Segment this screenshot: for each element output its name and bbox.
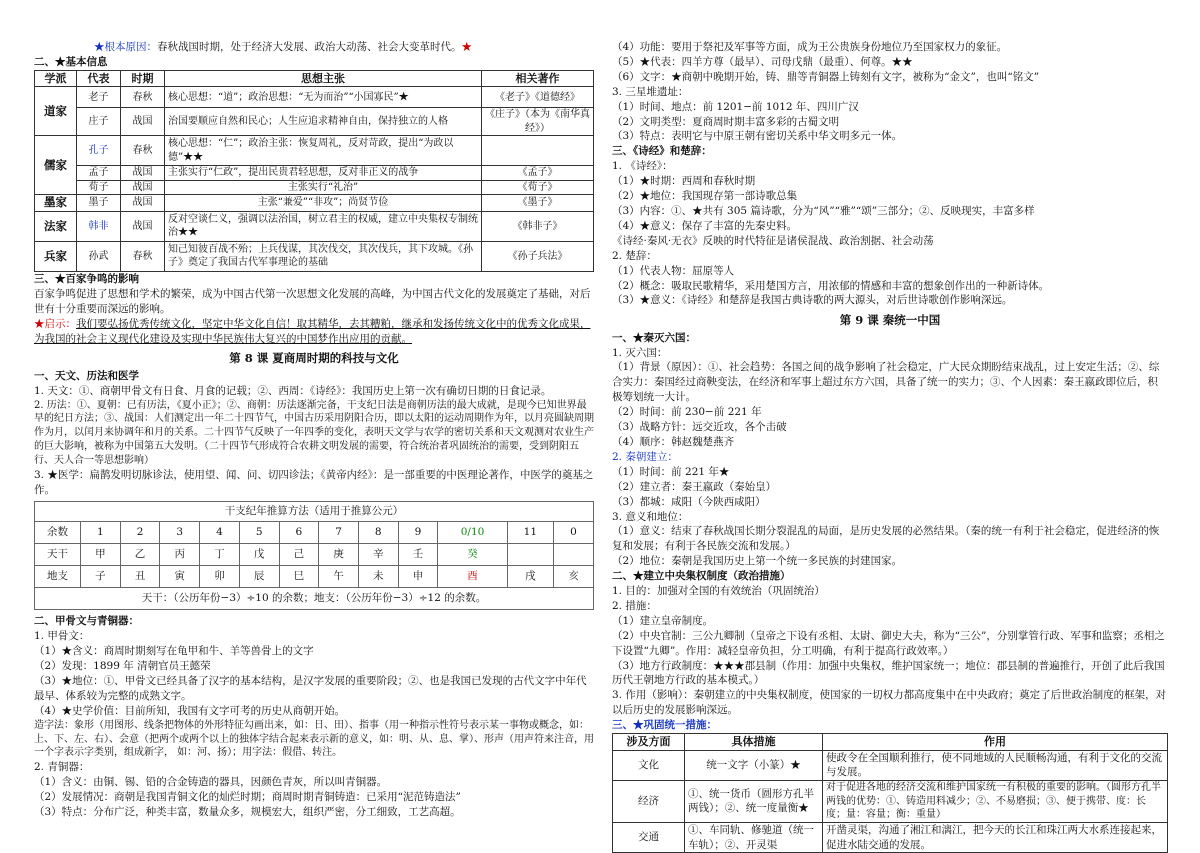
lesson9-title: 第 9 课 秦统一中国 (839, 313, 941, 328)
effect: 对于促进各地的经济交流和维护国家统一有积极的重要的影响。（圆形方孔半两钱的优势：①、铸造用料减少；②、不易磨损；③、便于携带、度：长度；量：容量；衡：重量） (823, 781, 1168, 823)
representative: 荀子 (77, 180, 121, 195)
dizhi-cell: 卯 (200, 566, 240, 588)
empty-cell (507, 544, 553, 566)
shijing-line: （1）★时期：西周和春秋时期 (612, 175, 756, 188)
idea: 治国要顺应自然和民心；人生应追求精神自由，保持独立的人格 (165, 108, 482, 136)
work: 《荀子》 (482, 180, 594, 195)
oracle-heading: 1. 甲骨文： (34, 630, 90, 643)
dizhi-cell: 亥 (553, 566, 593, 588)
root-cause-label: ★根本原因： (94, 41, 157, 53)
qin2-line: （3）地方行政制度：★★★郡县制（作用：加强中央集权，维护国家统一；地位：郡县制的普遍推行，开创了此后我国历代王朝地方行政的基本模式。） (612, 659, 1165, 687)
qin2-line: 1. 目的：加强对全国的有效统治（巩固统治） (612, 585, 825, 598)
qin-sig-line: （1）意义：结束了春秋战国长期分裂混乱的局面，是历史发展的必然结果。（秦的统一有利于社会稳定，促进经济的恢复和发展；有利于各民族交流和发展。） (612, 525, 1160, 553)
dizhi-cell: 巳 (279, 566, 319, 588)
sanxingdui-line: （3）特点：表明它与中原王朝有密切关系中华文明多元一体。 (612, 130, 903, 143)
bronze-line: （1）含义：由铜、锡、铅的合金铸造的器具，因颜色青灰，所以叫青铜器。 (34, 776, 388, 789)
remainder-row (35, 522, 594, 544)
table-row (35, 241, 594, 271)
qin3-heading: 三、★巩固统一措施： (612, 719, 717, 732)
tiangan-cell: 乙 (120, 544, 160, 566)
qin-est-heading: 2. 秦朝建立： (612, 450, 678, 463)
col-header: 涉及方面 (613, 734, 685, 751)
aspect: 交通 (613, 822, 685, 852)
lesson8-title: 第 8 课 夏商周时期的科技与文化 (229, 351, 399, 366)
ganzhi-caption: 干支纪年推算方法（适用于推算公元） (35, 502, 594, 522)
school-name: 道家 (35, 87, 77, 136)
representative: 庄子 (77, 108, 121, 136)
calendar-text: 2. 历法：①、夏朝：已有历法，《夏小正》；②、商朝：历法逐渐完备，干支纪日法是商朝历法的最大成就，是现今已知世界最早的纪日方法；③、战国：人们测定出一年二十四节气，中国古历采用阴阳合历，即以太阳的运动周期作为年，以月亮圆缺周期作为月，以闰月来协调年和月的关系。二十四节气反映了一年四季的变化，表明天文学与农学的密切关系和天文观测对农业生产的巨大影响，被称为中国第五大发明。（二十四节气形成符合农耕文明发展的需要，符合统治者巩固统治的需要，受到阴阳五行、天人合一等思想影响） (34, 399, 594, 466)
school-name: 兵家 (35, 241, 77, 271)
tiangan-cell: 戊 (239, 544, 279, 566)
table-row (35, 211, 594, 241)
empty-cell (553, 544, 593, 566)
dizhi-cell: 酉 (438, 566, 507, 588)
idea: 主张“兼爱”“非攻”；尚贤节俭 (165, 195, 482, 212)
sec1-heading: 一、天文、历法和医学 (34, 369, 139, 382)
oracle-line: （2）发现：1899 年 清朝官员王懿荣 (34, 660, 211, 673)
aspect: 文化 (613, 750, 685, 780)
sec2-heading: 二、甲骨文与青铜器： (34, 615, 139, 628)
bronze-heading: 2. 青铜器： (34, 761, 90, 774)
bronze-line: （3）特点：分布广泛，种类丰富，数量众多，规模宏大，组织严密，分工细致，工艺高超。 (34, 805, 461, 818)
qin1-line: （4）顺序：韩赵魏楚燕齐 (612, 435, 735, 448)
qin2-line: 3. 作用（影响）：秦朝建立的中央集权制度，使国家的一切权力都高度集中在中央政府；奠定了后世政治制度的框架，对以后历史的发展影响深远。 (612, 689, 1167, 717)
medicine-text: 3. ★医学：扁鹊发明切脉诊法，使用望、闻、问、切四诊法；《黄帝内经》：是一部重要的中医理论著作，中医学的奠基之作。 (34, 468, 594, 496)
dizhi-row (35, 566, 594, 588)
dizhi-cell: 未 (358, 566, 398, 588)
remainder-cell: 5 (239, 522, 279, 544)
influence-heading: 三、★百家争鸣的影响 (34, 272, 139, 285)
dizhi-cell: 寅 (160, 566, 200, 588)
remainder-cell: 11 (507, 522, 553, 544)
work (482, 136, 594, 166)
tiangan-cell: 己 (279, 544, 319, 566)
col-header: 作用 (823, 734, 1168, 751)
school-name: 墨家 (35, 195, 77, 212)
remainder-cell: 0/10 (438, 522, 507, 544)
representative: 孙武 (77, 241, 121, 271)
basic-info-heading: 二、★基本信息 (34, 55, 108, 68)
dizhi-cell: 辰 (239, 566, 279, 588)
table-row (35, 166, 594, 181)
qin-est-line: （1）时间：前 221 年★ (612, 465, 730, 478)
period: 战国 (121, 180, 165, 195)
right-column (612, 40, 1168, 853)
table-row (35, 136, 594, 166)
remainder-cell: 0 (553, 522, 593, 544)
table-row (35, 180, 594, 195)
shijing-line: （4）★意义：保存了丰富的先秦史料。 (612, 219, 798, 232)
table-row (613, 822, 1168, 852)
measure: ①、车同轨、修驰道（统一车轨）；②、开灵渠 (685, 822, 823, 852)
school-name: 法家 (35, 211, 77, 241)
left-column (34, 40, 594, 820)
representative: 墨子 (77, 195, 121, 212)
tiangan-cell: 丙 (160, 544, 200, 566)
col-header: 具体措施 (685, 734, 823, 751)
col-header: 时期 (121, 70, 165, 87)
schools-table (34, 70, 594, 272)
bronze-line: （2）发展情况：商朝是我国青铜文化的灿烂时期；商周时期青铜铸造：已采用“泥范铸造法” (34, 790, 461, 803)
work: 《韩非子》 (482, 211, 594, 241)
idea: 主张实行“仁政”，提出民贵君轻思想，反对非正义的战争 (165, 166, 482, 181)
schools-table-header (35, 70, 594, 87)
shijing-line: （2）★地位：我国现存第一部诗歌总集 (612, 190, 798, 203)
sanxingdui-heading: 3. 三星堆遗址： (612, 85, 689, 98)
qin2-line: （2）中央官制：三公九卿制（皇帝之下设有丞相、太尉、御史大夫，称为“三公”，分别掌管行政、军事和监察；丞相之下设置“九卿”。作用：减轻皇帝负担，分工明确，有利于提高行政效率。） (612, 629, 1165, 657)
inspiration-text: 我们要弘扬优秀传统文化，坚定中华文化自信！取其精华，去其糟粕，继承和发扬传统文化中的优秀文化成果，为我国的社会主义现代化建设及实现中华民族伟大复兴的中国梦作出应用的贡献。 (34, 317, 591, 345)
table-row (613, 750, 1168, 780)
bronze-line: （4）功能：要用于祭祀及军事等方面，成为王公贵族身份地位乃至国家权力的象征。 (612, 41, 1008, 53)
representative: 老子 (77, 87, 121, 108)
shijing-line: 《诗经·秦风·无衣》反映的时代特征是诸侯混战、政治割据、社会动荡 (612, 234, 934, 247)
qin1-line: （1）背景（原因）：①、社会趋势：各国之间的战争影响了社会稳定，广大民众期盼结束战乱，过上安定生活；②、综合实力：秦国经过商鞅变法，在经济和军事上超过东方六国，具备了统一的实力；③、个人因素：秦王嬴政即位后，积极筹划统一大计。 (612, 361, 1160, 404)
oracle-line: （3）★地位：①、甲骨文已经具备了汉字的基本结构，是汉字发展的重要阶段；②、也是我国已发现的古代文字中年代最早、体系较为完整的成熟文字。 (34, 675, 587, 702)
table-row (35, 108, 594, 136)
dizhi-cell: 子 (81, 566, 121, 588)
idea: 核心思想：“道”；政治思想：“无为而治”“小国寡民”★ (165, 87, 482, 108)
tiangan-cell: 癸 (438, 544, 507, 566)
bronze-line: （5）★代表：四羊方尊（最早）、司母戊鼎（最重）、何尊。★★ (612, 55, 913, 68)
sanxingdui-line: （1）时间、地点：前 1201−前 1012 年、四川广汉 (612, 100, 859, 113)
period: 战国 (121, 108, 165, 136)
qin-est-line: （3）都城：咸阳（今陕西咸阳） (612, 495, 766, 508)
table-row (35, 195, 594, 212)
qin2-line: 2. 措施： (612, 599, 657, 612)
tiangan-row (35, 544, 594, 566)
remainder-cell: 3 (160, 522, 200, 544)
tiangan-cell: 壬 (398, 544, 438, 566)
dizhi-cell: 午 (319, 566, 359, 588)
qin2-heading: 二、★建立中央集权制度（政治措施） (612, 570, 791, 583)
oracle-line: （4）★史学价值：目前所知，我国有文字可考的历史从商朝开始。 (34, 704, 346, 717)
bronze-line: （6）文字：★商朝中晚期开始，铸、鼎等青铜器上铸刻有文字，被称为“金文”，也叫“铭文” (612, 70, 1040, 83)
work: 《庄子》（本为《南华真经》） (482, 108, 594, 136)
row-label: 地支 (35, 566, 81, 588)
root-cause (34, 40, 594, 55)
astronomy-text: 1. 天文：①、商朝甲骨文有日食、月食的记载；②、西周：《诗经》：我国历史上第一次有确切日期的日食记录。 (34, 384, 552, 397)
chuci-line: （3）★意义：《诗经》和楚辞是我国古典诗歌的两大源头，对后世诗歌创作影响深远。 (612, 294, 1013, 307)
row-label: 余数 (35, 522, 81, 544)
remainder-cell: 6 (279, 522, 319, 544)
col-header: 学派 (35, 70, 77, 87)
oracle-line: （1）★含义：商周时期刻写在龟甲和牛、羊等兽骨上的文字 (34, 645, 314, 658)
qin1-line: （2）时间：前 230−前 221 年 (612, 406, 762, 419)
root-cause-text: 春秋战国时期，处于经济大发展、政治大动荡、社会大变革时代。 (157, 41, 462, 53)
work: 《老子》《道德经》 (482, 87, 594, 108)
influence-text: 百家争鸣促进了思想和学术的繁荣，成为中国古代第一次思想文化发展的高峰，为中国古代文化的发展奠定了基础，对后世有十分重要而深远的影响。 (34, 287, 591, 315)
sanxingdui-line: （2）文明类型：夏商周时期丰富多彩的古蜀文明 (612, 115, 840, 128)
tiangan-cell: 甲 (81, 544, 121, 566)
qin1-heading: 一、★秦灭六国： (612, 331, 696, 344)
measure: ①、统一货币（圆形方孔半两钱）；②、统一度量衡★ (685, 781, 823, 823)
work: 《墨子》 (482, 195, 594, 212)
representative: 孔子 (77, 136, 121, 166)
tiangan-cell: 辛 (358, 544, 398, 566)
oracle-line: 造字法：象形（用图形、线条把物体的外形特征勾画出来，如：日、田）、指事（用一种指示性符号表示某一事物或概念，如：上、下、左、右）、会意（把两个或两个以上的独体字结合起来表示新的意义，如：明、从、息、掌）、形声（用声符来注音，用一个字表示字类别，组成新字， 如：河、扬）；用字法：假借、转注。 (34, 719, 594, 759)
shijing-heading: 1. 《诗经》： (612, 160, 673, 173)
aspect: 经济 (613, 781, 685, 823)
effect: 开凿灵渠，沟通了湘江和漓江，把今天的长江和珠江两大水系连接起来，促进水陆交通的发展。 (823, 822, 1168, 852)
measure: 统一文字（小篆）★ (685, 750, 823, 780)
representative: 韩非 (77, 211, 121, 241)
qin1-sub: 1. 灭六国： (612, 346, 668, 359)
remainder-cell: 1 (81, 522, 121, 544)
chuci-line: （2）概念：吸取民歌精华，采用楚国方言，用浓郁的情感和丰富的想象创作出的一种新诗体。 (612, 279, 1050, 292)
table-row (613, 781, 1168, 823)
row-label: 天干 (35, 544, 81, 566)
ganzhi-table (34, 501, 594, 610)
period: 春秋 (121, 136, 165, 166)
qin1-line: （3）战略方针：远交近攻，各个击破 (612, 421, 787, 434)
idea: 反对空谈仁义，强调以法治国，树立君主的权威，建立中央集权专制统治★★ (165, 211, 482, 241)
idea: 主张实行“礼治” (165, 180, 482, 195)
star-icon: ★ (461, 41, 472, 53)
period: 战国 (121, 211, 165, 241)
ganzhi-formula: 天干：（公历年份−3）÷10 的余数；地支：（公历年份−3）÷12 的余数。 (35, 588, 594, 610)
period: 战国 (121, 166, 165, 181)
remainder-cell: 7 (319, 522, 359, 544)
dizhi-cell: 丑 (120, 566, 160, 588)
period: 春秋 (121, 87, 165, 108)
col-header: 代表 (77, 70, 121, 87)
tiangan-cell: 庚 (319, 544, 359, 566)
poetry-heading: 三、《诗经》和楚辞： (612, 145, 712, 158)
idea: 核心思想：“仁”；政治主张：恢复周礼，反对苛政，提出“为政以德”★★ (165, 136, 482, 166)
col-header: 思想主张 (165, 70, 482, 87)
qin-sig-line: （2）地位：秦朝是我国历史上第一个统一多民族的封建国家。 (612, 555, 903, 568)
period: 战国 (121, 195, 165, 212)
remainder-cell: 2 (120, 522, 160, 544)
qin2-line: （1）建立皇帝制度。 (612, 614, 714, 627)
shijing-line: （3）内容：①、★共有 305 篇诗歌，分为“风”“雅”“颂”三部分；②、反映现实，丰富多样 (612, 204, 1035, 217)
unification-table-header (613, 734, 1168, 751)
work: 《孟子》 (482, 166, 594, 181)
representative: 孟子 (77, 166, 121, 181)
school-name: 儒家 (35, 136, 77, 195)
table-row (35, 87, 594, 108)
remainder-cell: 8 (358, 522, 398, 544)
qin-est-line: （2）建立者：秦王嬴政（秦始皇） (612, 480, 777, 493)
unification-table (612, 733, 1168, 853)
idea: 知己知彼百战不殆；上兵伐谋，其次伐交，其次伐兵，其下攻城。《孙子》奠定了我国古代军事理论的基础 (165, 241, 482, 271)
chuci-heading: 2. 楚辞： (612, 249, 657, 262)
period: 春秋 (121, 241, 165, 271)
dizhi-cell: 申 (398, 566, 438, 588)
work: 《孙子兵法》 (482, 241, 594, 271)
qin-sig-heading: 3. 意义和地位： (612, 510, 689, 523)
chuci-line: （1）代表人物：屈原等人 (612, 264, 735, 277)
remainder-cell: 9 (398, 522, 438, 544)
tiangan-cell: 丁 (200, 544, 240, 566)
dizhi-cell: 戌 (507, 566, 553, 588)
col-header: 相关著作 (482, 70, 594, 87)
inspiration (34, 317, 594, 347)
remainder-cell: 4 (200, 522, 240, 544)
effect: 使政令在全国顺利推行，使不同地域的人民顺畅沟通，有利于文化的交流与发展。 (823, 750, 1168, 780)
inspiration-label: ★启示： (34, 317, 76, 330)
